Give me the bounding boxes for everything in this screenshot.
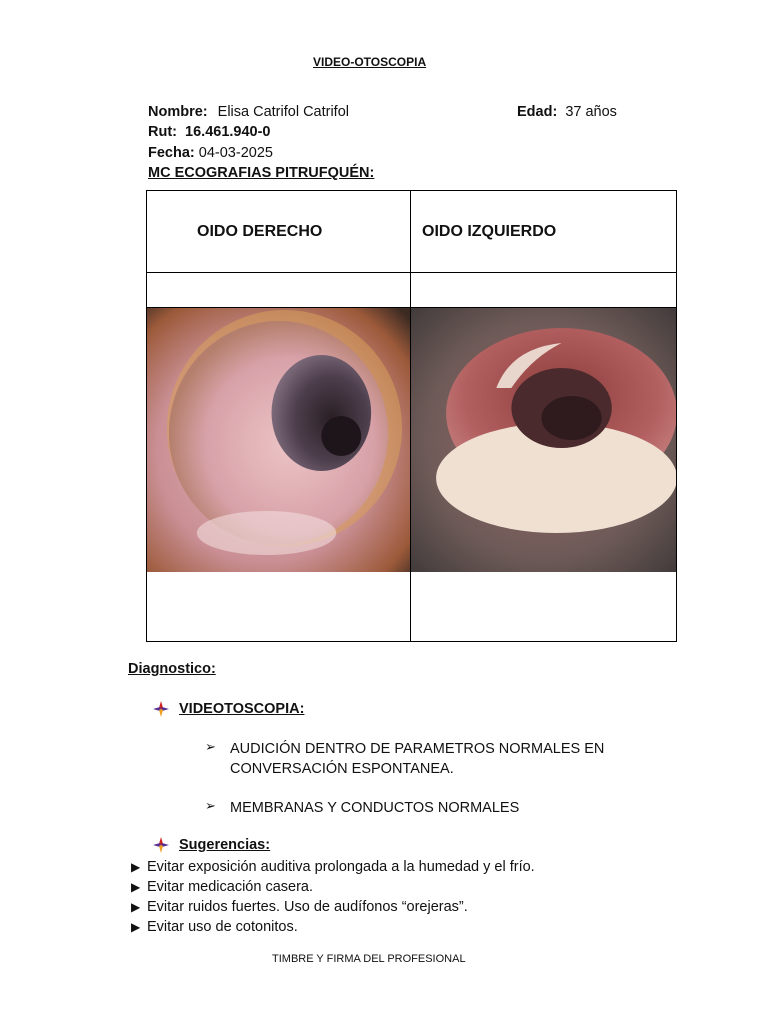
videotoscopia-section [152,700,304,718]
triangle-bullet-icon: ▶ [131,880,141,894]
suggestion-text-4: Evitar uso de cotonitos. [147,919,298,935]
otoscopy-table [146,190,677,642]
left-ear-header-cell [411,191,677,273]
diagnosis-heading: Diagnostico: [128,661,216,677]
star-bullet-icon [152,836,170,854]
arrowhead-bullet-icon: ➢ [205,739,216,754]
triangle-bullet-icon: ▶ [131,900,141,914]
patient-date-row [148,143,273,163]
name-label: Nombre: [148,104,208,120]
suggestions-heading: Sugerencias: [179,837,271,853]
suggestion-item-2 [131,877,535,897]
videotoscopia-heading: VIDEOTOSCOPIA: [179,701,305,717]
left-ear-spacer-cell [411,273,677,308]
suggestions-section [152,836,270,854]
finding-text-1: AUDICIÓN DENTRO DE PARAMETROS NORMALES EN CONVERSACIÓN ESPONTANEA. [230,741,605,777]
suggestion-text-2: Evitar medicación casera. [147,879,314,895]
signature-footer: TIMBRE Y FIRMA DEL PROFESIONAL [272,953,466,965]
finding-item-2 [205,798,725,818]
suggestion-item-4 [131,917,535,937]
suggestion-item-1 [131,857,535,877]
name-value: Elisa Catrifol Catrifol [217,104,349,120]
triangle-bullet-icon: ▶ [131,860,141,874]
date-label: Fecha: [148,145,195,161]
right-ear-header: OIDO DERECHO [197,222,323,240]
finding-text-2: MEMBRANAS Y CONDUCTOS NORMALES [230,800,520,816]
rut-label: Rut: [148,124,177,140]
document-title: VIDEO-OTOSCOPIA [313,55,427,69]
age-label: Edad: [517,104,558,120]
suggestions-list [131,857,535,937]
suggestion-text-3: Evitar ruidos fuertes. Uso de audífonos “orejeras”. [147,899,468,915]
left-ear-header: OIDO IZQUIERDO [422,222,557,240]
right-ear-photo-cell [147,308,411,642]
triangle-bullet-icon: ▶ [131,920,141,934]
left-ear-photo-cell [411,308,677,642]
arrowhead-bullet-icon: ➢ [205,798,216,813]
right-ear-image [147,308,410,572]
finding-item-1 [205,739,725,779]
right-ear-header-cell [147,191,411,273]
clinic-name: MC ECOGRAFIAS PITRUFQUÉN: [148,165,375,181]
right-ear-spacer-cell [147,273,411,308]
patient-rut-row [148,122,271,142]
patient-age-row [517,102,617,122]
star-bullet-icon [152,700,170,718]
date-value: 04-03-2025 [198,145,273,161]
patient-name-row [148,102,349,122]
age-value: 37 años [565,104,617,120]
suggestion-item-3 [131,897,535,917]
rut-value: 16.461.940-0 [185,124,271,140]
suggestion-text-1: Evitar exposición auditiva prolongada a la humedad y el frío. [147,859,535,875]
left-ear-image [411,308,676,572]
